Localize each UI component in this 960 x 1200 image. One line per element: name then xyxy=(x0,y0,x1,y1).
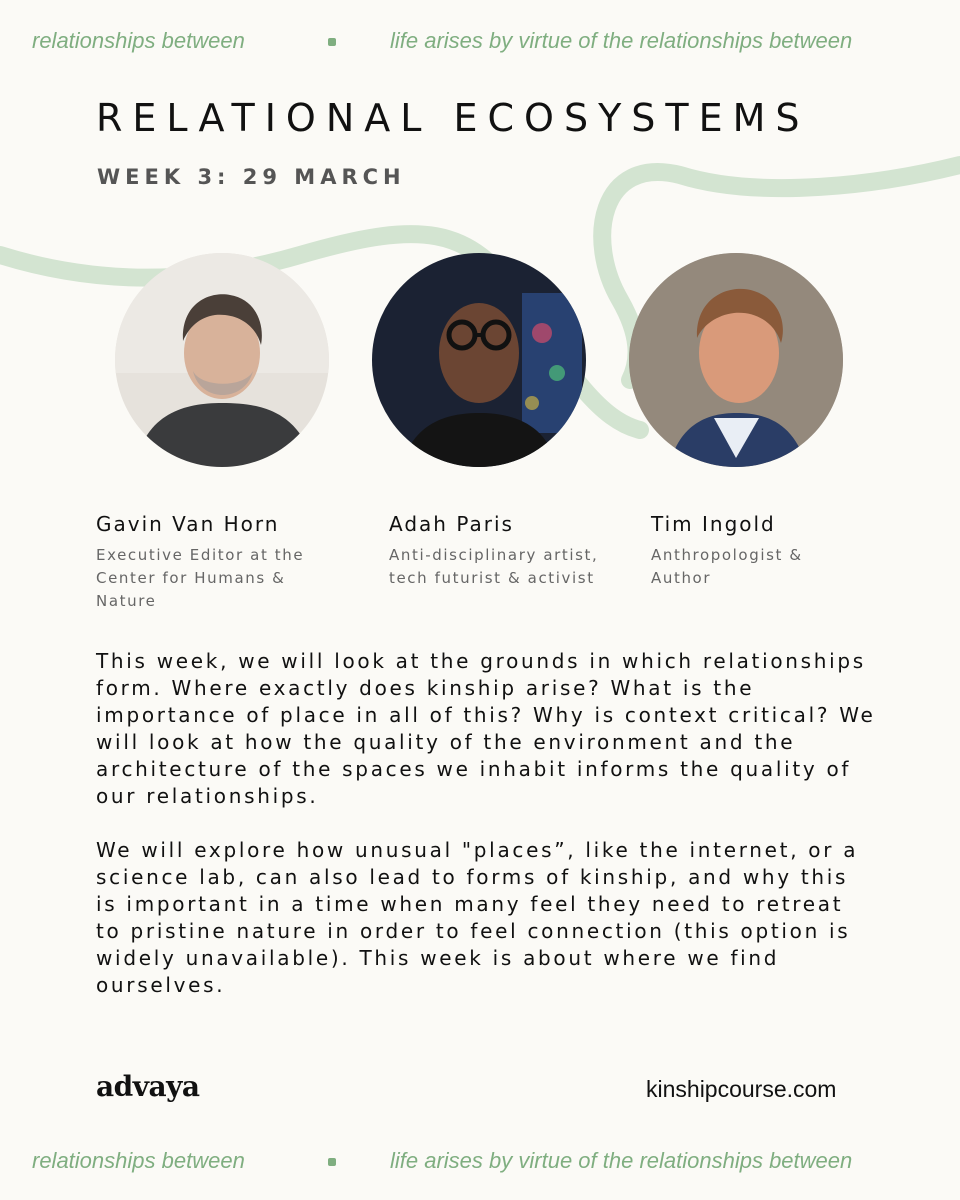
description-paragraph: This week, we will look at the grounds in which relationships form. Where exactly does kinship arise? What is the importance of place in all of this? Why is context critical? We will look at how the quality of the environment and the architecture of the spaces we inhabit informs the quality of our relationships. xyxy=(96,649,876,808)
course-description xyxy=(96,648,876,1026)
ticker-right-text: life arises by virtue of the relationships between xyxy=(390,28,853,53)
website-link[interactable]: kinshipcourse.com xyxy=(646,1076,837,1102)
speaker-photo-adah xyxy=(372,253,586,467)
ticker-separator-dot xyxy=(328,1158,336,1166)
bottom-ticker xyxy=(0,1144,960,1184)
description-paragraph: We will explore how unusual "places”, like the internet, or a science lab, can also lead to forms of kinship, and why this is important in a time when many feel they need to retreat to pristine nature in order to feel connection (this option is widely unavailable). This week is about where we find ourselves. xyxy=(96,838,859,997)
speaker-role: Anthropologist & Author xyxy=(651,546,803,587)
page-title: RELATIONAL ECOSYSTEMS xyxy=(96,96,810,140)
speaker-photo-gavin xyxy=(115,253,329,467)
speaker-photo-tim xyxy=(629,253,843,467)
advaya-logo: advaya xyxy=(96,1070,200,1103)
speaker-name: Tim Ingold xyxy=(651,512,776,536)
speaker-role: Anti-disciplinary artist, tech futurist & activist xyxy=(389,546,599,587)
speaker-card-gavin xyxy=(96,512,346,613)
speaker-role: Executive Editor at the Center for Humans & Nature xyxy=(96,546,305,610)
speaker-card-adah xyxy=(389,512,624,590)
speaker-name: Adah Paris xyxy=(389,512,514,536)
speaker-card-tim xyxy=(651,512,851,590)
page-subtitle: WEEK 3: 29 MARCH xyxy=(97,165,406,189)
ticker-separator-dot xyxy=(328,38,336,46)
ticker-left-text: relationships between xyxy=(32,1148,245,1173)
ticker-right-text: life arises by virtue of the relationships between xyxy=(390,1148,853,1173)
ticker-left-text: relationships between xyxy=(32,28,245,53)
top-ticker xyxy=(0,24,960,64)
speaker-name: Gavin Van Horn xyxy=(96,512,280,536)
